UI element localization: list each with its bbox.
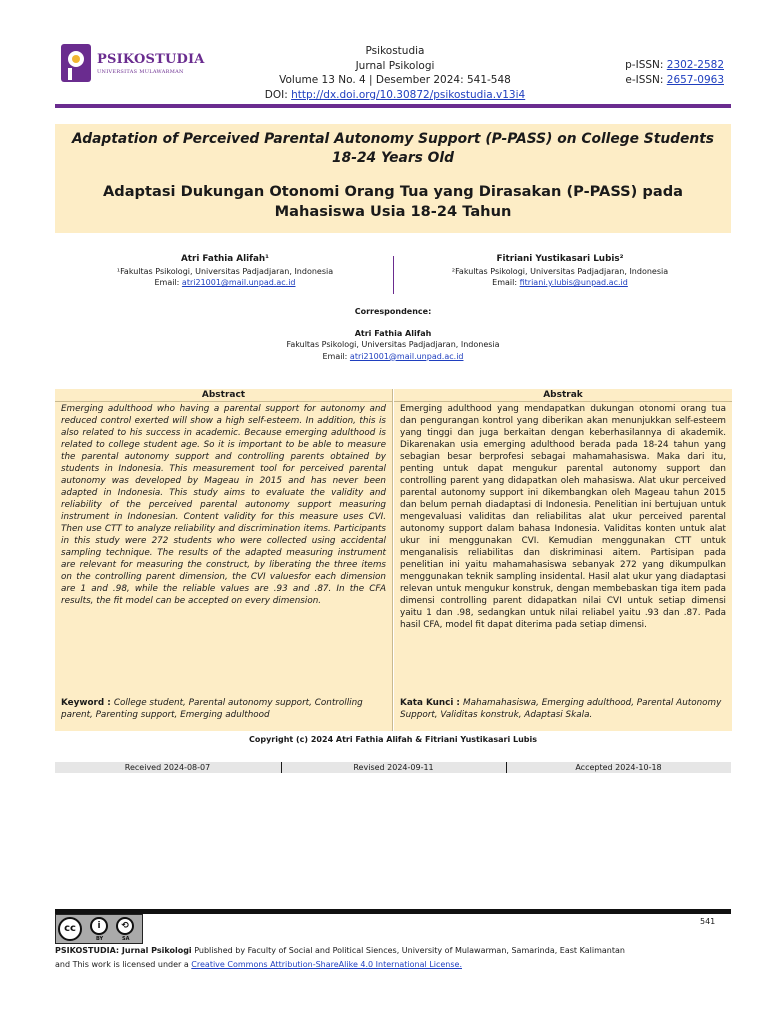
page-number: 541 [700,917,716,926]
authors-block [55,254,731,296]
eissn-link[interactable]: 2657-0963 [666,73,724,86]
journal-header [55,38,730,104]
author-affiliation: ¹Fakultas Psikologi, Universitas Padjadjaran, Indonesia [116,266,334,276]
journal-info [235,44,555,102]
correspondence-block [55,306,731,362]
header-divider [55,104,731,108]
email-label: Email: [322,351,350,361]
share-alike-icon: ⟲ [116,917,134,935]
volume-info: Volume 13 No. 4 | Desember 2024: 541-548 [279,74,511,86]
keywords-label: Keyword : [61,698,114,708]
abstract-heading: Abstract [55,389,392,402]
license-link[interactable]: Creative Commons Attribution-ShareAlike 4.0 International License. [191,959,462,969]
doi-link[interactable]: http://dx.doi.org/10.30872/psikostudia.v13i4 [291,88,526,101]
eissn-label: e-ISSN: [625,73,667,86]
keywords [61,697,386,721]
logo-subtitle: UNIVERSITAS MULAWARMAN [97,69,184,75]
author-affiliation: ²Fakultas Psikologi, Universitas Padjadjaran, Indonesia [451,266,669,276]
email-label: Email: [154,278,182,287]
abstract-indonesian [394,389,732,731]
author-name: Atri Fathia Alifah¹ [180,254,270,264]
doi-line [235,88,555,103]
abstract-english [55,389,393,731]
logo-mark-icon [59,42,93,86]
title-english: Adaptation of Perceived Parental Autonomy Support (P-PASS) on College Students 18-24 Years Old [71,131,715,166]
correspondence-email-link[interactable]: atri21001@mail.unpad.ac.id [349,351,464,361]
kata-kunci-value: Mahamahasiswa, Emerging adulthood, Parental Autonomy Support, Validitas konstruk, Adaptasi Skala. [400,698,722,720]
cc-by-label: BY [96,936,104,942]
kata-kunci [400,697,726,721]
logo-name: PSIKOSTUDIA [97,52,205,67]
copyright-line: Copyright (c) 2024 Atri Fathia Alifah & Fitriani Yustikasari Lubis [249,735,537,744]
received-date: Received 2024-08-07 [124,763,211,772]
accepted-date: Accepted 2024-10-18 [575,763,662,772]
issn-info [625,58,724,87]
author-2 [400,254,720,289]
author-name: Fitriani Yustikasari Lubis² [496,254,624,264]
author-email-line [65,277,385,289]
keywords-value: College student, Parental autonomy support, Controlling parent, Parenting support, Emerging adulthood [61,698,363,720]
license-prefix: and This work is licensed under a [55,959,192,969]
abstract-text: Emerging adulthood who having a parental support for autonomy and reduced control exerted will show a high self-esteem. In addition, this is also related to his success in academic. Because emerging adulthood is related to college student age. So it is important to be able to measure the parental autonomy support and controlling parents obtained by students in Indonesia. This measurement tool for perceived parental autonomy was developed by Mageau in 2015 and has never been adapted in Indonesia. This study aims to evaluate the validity and reliability of the perceived parental autonomy support measuring instrument in Indonesian. Content validity for this measure uses CVI. Then use CTT to analyze reliability and discrimination items. Participants in this study were 272 students who were collected using accidental sampling technique. The results of the adapted measuring instrument are relevant for measuring the construct, by liberating the three items on the controlling parent dimension, the CVI valuesfor each dimension are 1 and .98, while the reliable values are .93 and .87. In the CFA results, the fit model can be accepted on every dimension. [61,404,386,606]
author-email-link[interactable]: fitriani.y.lubis@unpad.ac.id [519,278,628,287]
journal-logo [59,42,205,86]
footer-divider [55,909,731,914]
pissn-label: p-ISSN: [625,59,667,71]
attribution-icon: i [90,917,108,935]
author-divider [393,256,394,294]
author-1 [65,254,385,289]
author-email-line [400,277,720,289]
correspondence-name: Atri Fathia Alifah [354,328,432,338]
cc-icon: cc [58,917,82,941]
correspondence-affiliation: Fakultas Psikologi, Universitas Padjadjaran, Indonesia [286,340,500,349]
email-label: Email: [492,278,520,287]
abstrak-heading: Abstrak [394,389,732,402]
abstract-section [55,389,731,731]
pissn-line [625,58,724,73]
journal-subtitle: Jurnal Psikologi [355,59,435,72]
correspondence-email-line [55,351,731,363]
title-indonesian: Adaptasi Dukungan Otonomi Orang Tua yang Dirasakan (P-PASS) pada Mahasiswa Usia 18-24 Tahun [102,183,684,220]
doi-label: DOI: [264,88,292,101]
journal-bold: PSIKOSTUDIA: Jurnal Psikologi [55,946,192,955]
revised-date: Revised 2024-09-11 [353,763,434,772]
license-line [55,958,731,972]
title-block [55,124,731,233]
correspondence-label: Correspondence: [354,307,432,316]
pissn-link[interactable]: 2302-2582 [666,59,724,71]
cc-license-badge[interactable] [55,914,143,944]
abstrak-text: Emerging adulthood yang mendapatkan dukungan otonomi orang tua dan pengurangan kontrol yang diberikan akan menunjukkan self-esteem yang tinggi dan juga berkaitan dengan keberhasilannya di akademik. Dikarenakan usia emerging adulthood berada pada 18-24 tahun yang sebagian besar berprofesi sebagai mahamahasiswa. Maka dari itu, penting untuk dapat mengukur parental autonomy support dan controlling parent yang didapatkan oleh mahasiswa. Alat ukur perceived parental autonomy support ini dikembangkan oleh Mageau tahun 2015 dan belum pernah diadaptasi di Indonesia. Penelitian ini bertujuan untuk mengevaluasi validitas dan reliabilitas alat ukur perceived parental autonomy support dalam bahasa Indonesia. Validitas konten untuk alat ukur ini menggunakan CVI. Kemudian menggunakan CTT untuk menganalisis reliabilitas dan diskriminasi aitem. Partisipan pada penelitian ini yaitu mahamahasiswa sebanyak 272 yang dikumpulkan menggunakan teknik sampling insidental. Hasil alat ukur yang diadaptasi relevan untuk mengukur konstruk, dengan membebaskan tiga item pada dimensi controlling parent didapatkan nilai CVI untuk setiap dimensi yaitu 1 dan .98, sedangkan untuk nilai reliabel yaitu .93 dan .87. Pada hasil CFA, model fit dapat diterima pada setiap dimensi. [400,404,726,630]
journal-name: Psikostudia [365,45,425,57]
eissn-line [625,73,724,88]
kata-kunci-label: Kata Kunci : [400,698,464,708]
footer-text [55,944,731,971]
cc-sa-label: SA [122,936,130,942]
publisher-text: Published by Faculty of Social and Political Siences, University of Mulawarman, Samarinda, East Kalimantan [191,946,625,955]
author-email-link[interactable]: atri21001@mail.unpad.ac.id [181,278,296,287]
dates-bar [55,762,731,773]
publisher-line [55,944,731,958]
